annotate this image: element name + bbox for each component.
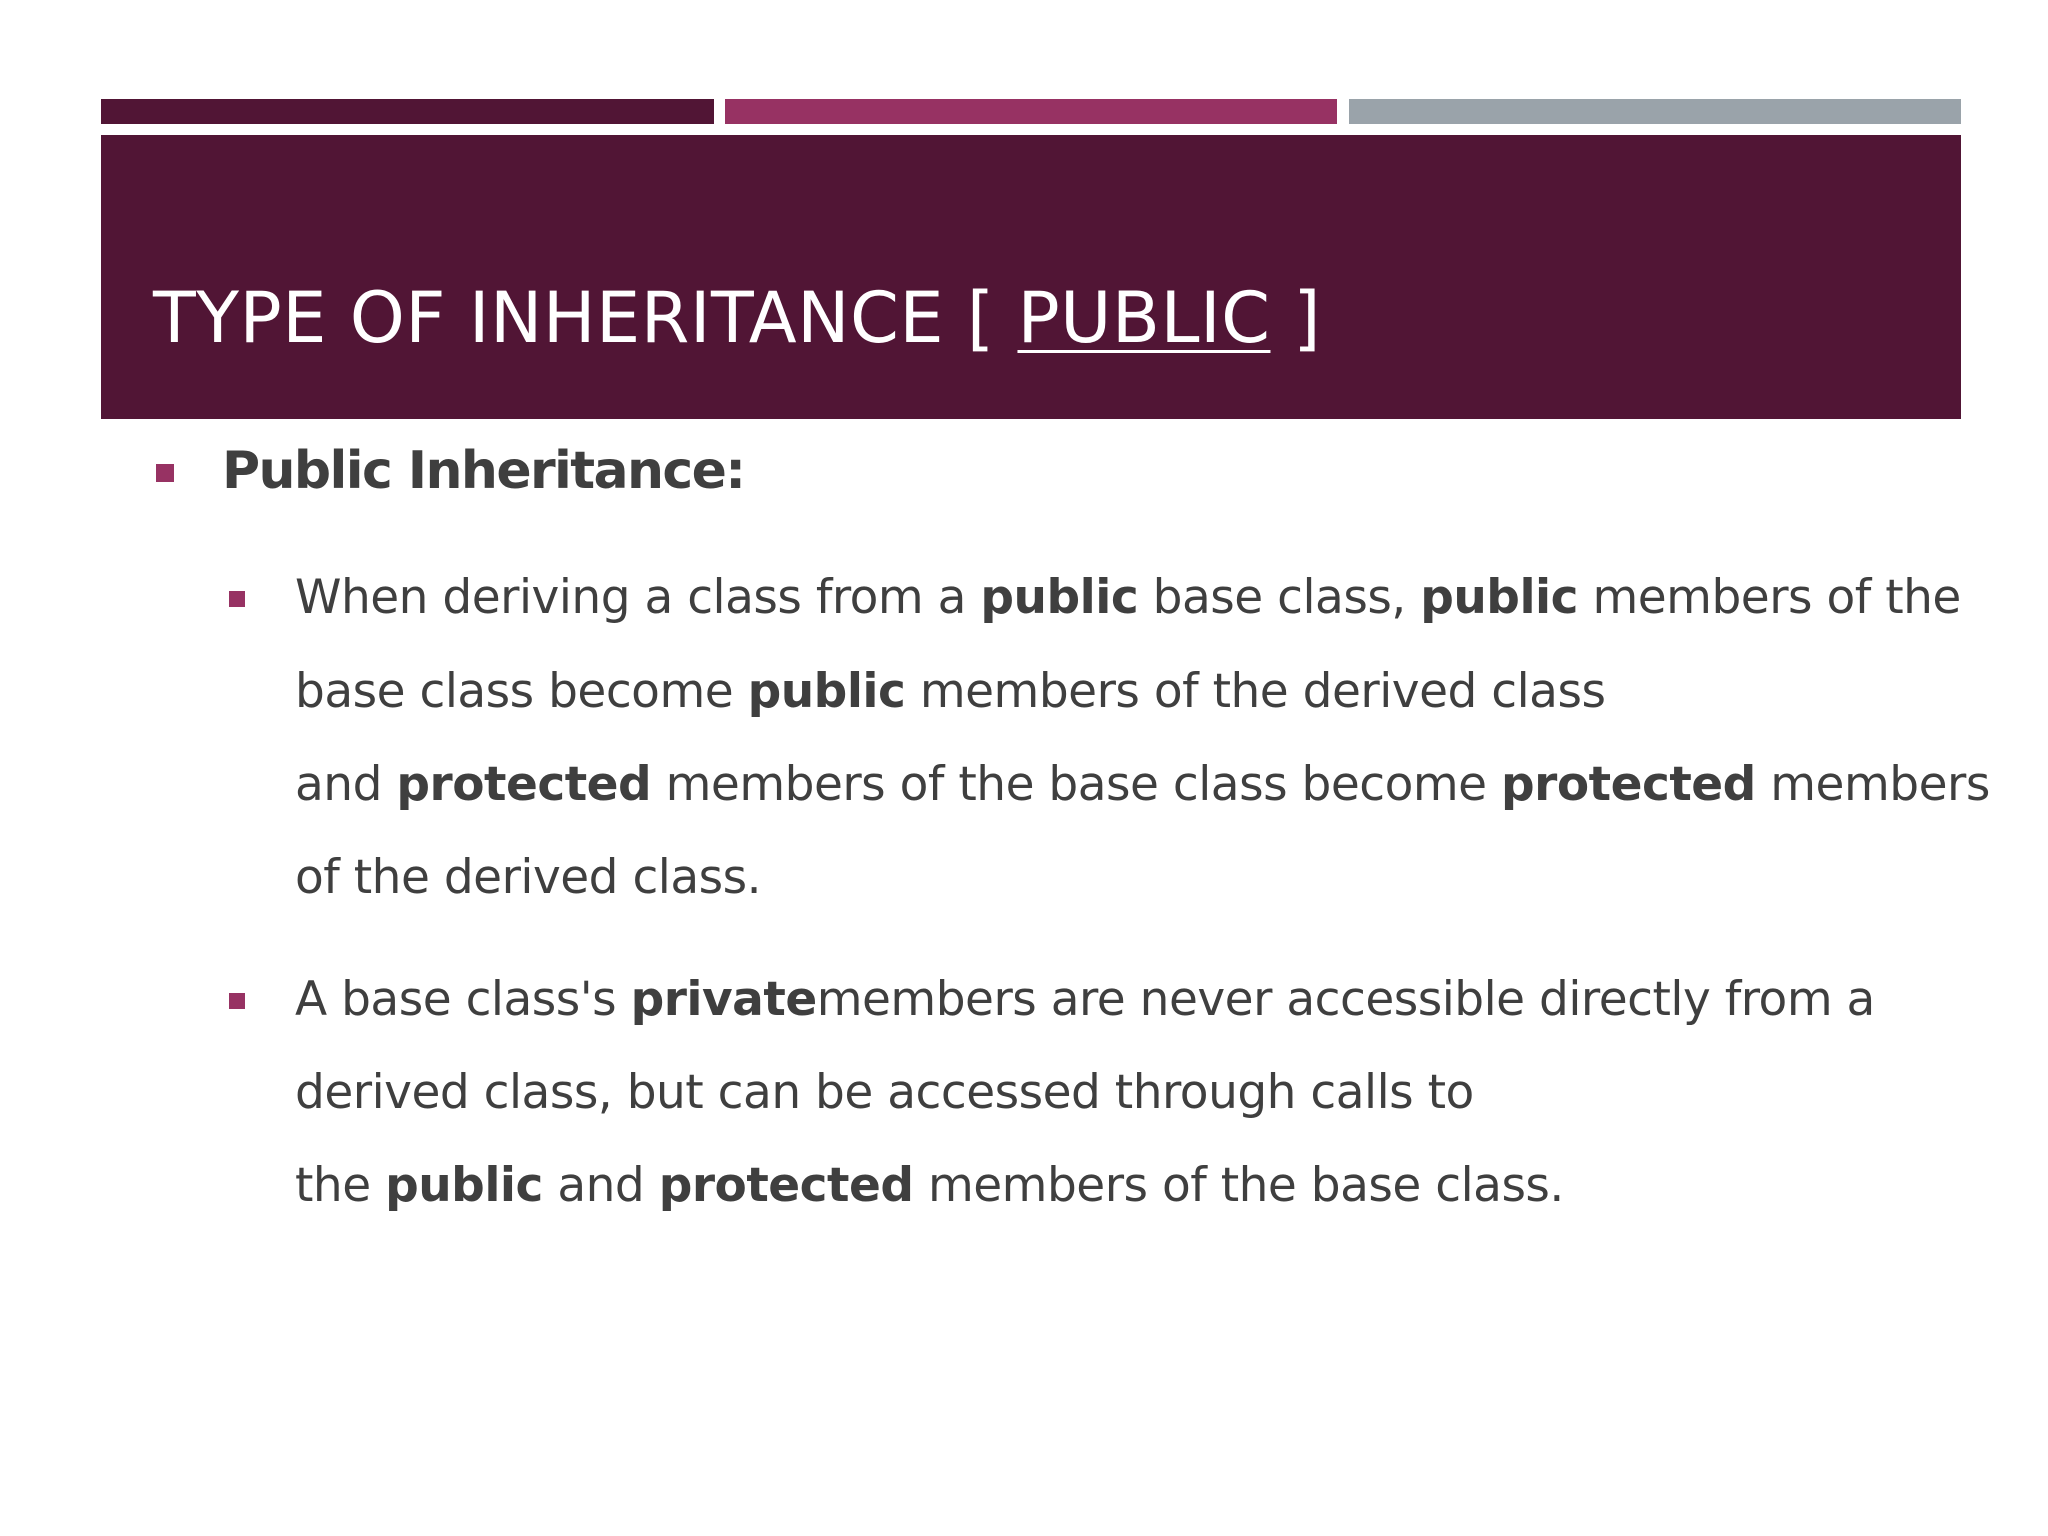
bullet-square-icon: [229, 993, 245, 1009]
bullet-1-line-2: base class become public members of the derived class: [295, 664, 1606, 719]
bullet-2-line-3: the public and protected members of the base class.: [295, 1158, 1564, 1213]
title-suffix: ]: [1270, 277, 1322, 359]
accent-bar-gray: [1349, 99, 1961, 124]
bullet-1-line-3: and protected members of the base class become protected members: [295, 757, 1990, 812]
page-title: [153, 277, 1322, 359]
bullet-square-icon: [156, 464, 174, 482]
keyword-protected: protected: [396, 757, 652, 812]
keyword-private: private: [630, 972, 817, 1027]
bullet-1-line-4: of the derived class.: [295, 850, 762, 905]
bullet-square-icon: [229, 591, 245, 607]
bullet-2-line-2: derived class, but can be accessed through calls to: [295, 1065, 1474, 1120]
bullet-1-line-1: When deriving a class from a public base class, public members of the: [295, 570, 1961, 625]
title-band: [101, 135, 1961, 419]
title-prefix: TYPE OF INHERITANCE [: [153, 277, 1018, 359]
keyword-public: public: [385, 1158, 543, 1213]
title-link-public[interactable]: PUBLIC: [1017, 277, 1271, 359]
bullet-2-line-1: A base class's privatemembers are never accessible directly from a: [295, 972, 1875, 1027]
keyword-public: public: [747, 664, 906, 719]
section-heading: Public Inheritance:: [222, 441, 745, 501]
keyword-public: public: [1420, 570, 1579, 625]
accent-bar-magenta: [725, 99, 1337, 124]
keyword-public: public: [980, 570, 1139, 625]
keyword-protected: protected: [658, 1158, 914, 1213]
keyword-protected: protected: [1501, 757, 1756, 812]
accent-bar-dark: [101, 99, 714, 124]
